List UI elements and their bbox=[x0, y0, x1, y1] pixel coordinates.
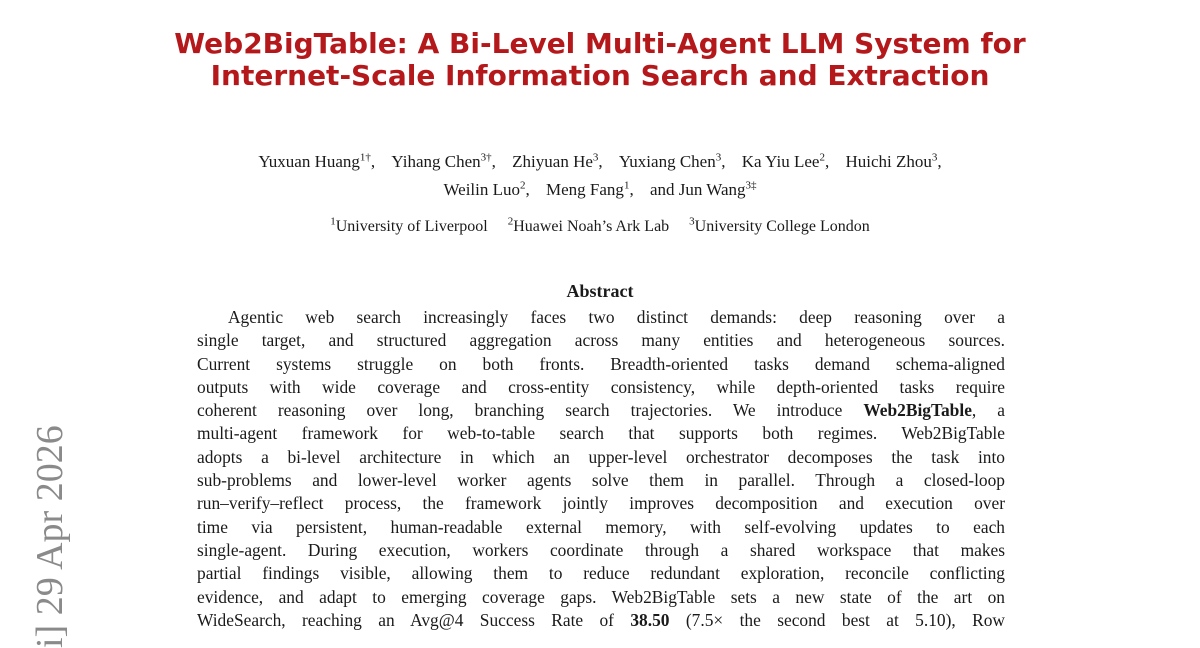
abstract-line: single-agent. During execution, workers coordinate through a shared workspace that makes bbox=[197, 539, 1005, 560]
paper-title-line-1: Web2BigTable: A Bi-Level Multi-Agent LLM System for bbox=[174, 27, 1026, 60]
author: Huichi Zhou$^3$, bbox=[845, 151, 942, 171]
author: Yihang Chen$^{3\dagger}$, bbox=[391, 151, 496, 171]
abstract-line: Current systems struggle on both fronts. Breadth-oriented tasks demand schema-aligned bbox=[197, 353, 1005, 374]
affiliation: $^3$University College London bbox=[689, 216, 870, 236]
abstract-line: multi-agent framework for web-to-table search that supports both regimes. Web2BigTable bbox=[197, 423, 1005, 444]
abstract-body bbox=[197, 306, 1005, 632]
affiliation: $^2$Huawei Noah’s Ark Lab bbox=[507, 216, 670, 236]
abstract-line: coherent reasoning over long, branching search trajectories. We introduce Web2BigTable, a bbox=[197, 400, 1005, 421]
author-line-2 bbox=[0, 174, 1200, 203]
abstract-line: single target, and structured aggregation across many entities and heterogeneous sources. bbox=[197, 330, 1005, 351]
author: Yuxuan Huang$^{1\dagger}$, bbox=[258, 151, 376, 171]
success-rate-bold: 38.50 bbox=[630, 609, 670, 630]
paper-title bbox=[0, 28, 1200, 92]
author: Yuxiang Chen$^3$, bbox=[618, 151, 726, 171]
arxiv-side-stamp: i] 29 Apr 2026 bbox=[29, 425, 71, 648]
abstract-heading: Abstract bbox=[566, 281, 634, 301]
author: Meng Fang$^1$, bbox=[546, 179, 634, 200]
abstract-line: time via persistent, human-readable external memory, with self-evolving updates to each bbox=[197, 516, 1005, 537]
abstract-line: WideSearch, reaching an Avg@4 Success Rate of 38.50 (7.5× the second best at 5.10), Row bbox=[197, 609, 1005, 630]
author-list bbox=[0, 145, 1200, 202]
system-name-bold: Web2BigTable bbox=[863, 400, 972, 421]
author: Zhiyuan He$^3$, bbox=[512, 151, 603, 171]
abstract-line: Agentic web search increasingly faces two distinct demands: deep reasoning over a bbox=[228, 307, 1005, 327]
affiliation-list bbox=[0, 210, 1200, 239]
affiliation: $^1$University of Liverpool bbox=[330, 216, 488, 236]
abstract-line: evidence, and adapt to emerging coverage gaps. Web2BigTable sets a new state of the art on bbox=[197, 586, 1005, 607]
author: Weilin Luo$^2$, bbox=[443, 179, 530, 200]
author: Ka Yiu Lee$^2$, bbox=[741, 151, 830, 171]
author-line-1 bbox=[0, 145, 1200, 174]
abstract-line: run–verify–reflect process, the framework jointly improves decomposition and execution over bbox=[197, 493, 1005, 514]
abstract-line: adopts a bi-level architecture in which an upper-level orchestrator decomposes the task into bbox=[197, 446, 1005, 467]
abstract-line: partial findings visible, allowing them to reduce redundant exploration, reconcile conflicting bbox=[197, 563, 1005, 584]
abstract-line: sub-problems and lower-level worker agents solve them in parallel. Through a closed-loop bbox=[197, 470, 1005, 491]
abstract-line: outputs with wide coverage and cross-entity consistency, while depth-oriented tasks require bbox=[197, 376, 1005, 397]
author: and Jun Wang$^{3\ddagger}$ bbox=[649, 179, 757, 200]
paper-title-line-2: Internet-Scale Information Search and Extraction bbox=[210, 59, 990, 92]
